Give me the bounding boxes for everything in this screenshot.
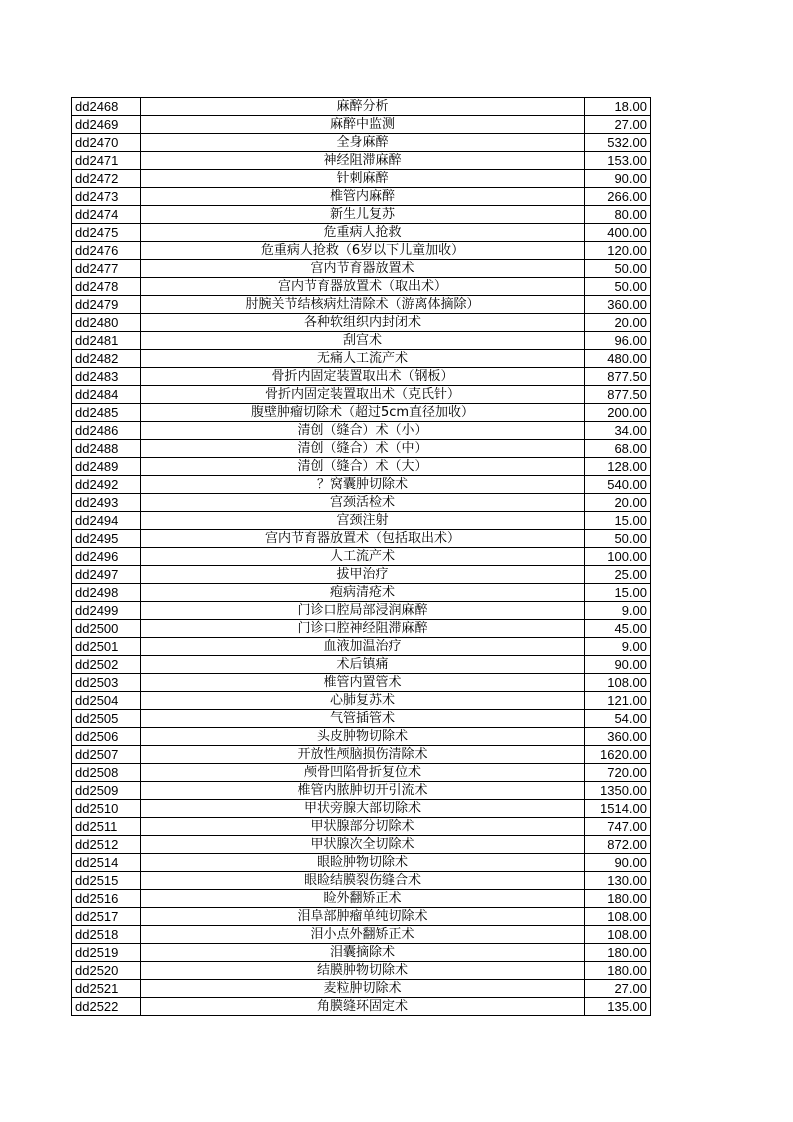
item-code-cell: dd2514 bbox=[72, 854, 141, 872]
item-name-cell: 骨折内固定装置取出术（钢板） bbox=[141, 368, 585, 386]
item-name-cell: 清创（缝合）术（中） bbox=[141, 440, 585, 458]
table-row bbox=[72, 98, 651, 116]
table-row bbox=[72, 962, 651, 980]
item-name-cell: 甲状腺次全切除术 bbox=[141, 836, 585, 854]
item-code-cell: dd2480 bbox=[72, 314, 141, 332]
item-code-cell: dd2519 bbox=[72, 944, 141, 962]
item-price-cell: 1350.00 bbox=[585, 782, 651, 800]
item-code-cell: dd2473 bbox=[72, 188, 141, 206]
item-price-cell: 108.00 bbox=[585, 674, 651, 692]
item-price-cell: 9.00 bbox=[585, 602, 651, 620]
table-row bbox=[72, 746, 651, 764]
item-code-cell: dd2507 bbox=[72, 746, 141, 764]
table-row bbox=[72, 314, 651, 332]
item-price-cell: 90.00 bbox=[585, 854, 651, 872]
table-row bbox=[72, 332, 651, 350]
item-code-cell: dd2515 bbox=[72, 872, 141, 890]
item-price-cell: 877.50 bbox=[585, 386, 651, 404]
table-row bbox=[72, 854, 651, 872]
item-name-cell: 泪小点外翻矫正术 bbox=[141, 926, 585, 944]
table-row bbox=[72, 170, 651, 188]
table-row bbox=[72, 548, 651, 566]
item-code-cell: dd2479 bbox=[72, 296, 141, 314]
item-name-cell: 泪阜部肿瘤单纯切除术 bbox=[141, 908, 585, 926]
item-name-cell: 宫内节育器放置术 bbox=[141, 260, 585, 278]
item-code-cell: dd2494 bbox=[72, 512, 141, 530]
item-price-cell: 90.00 bbox=[585, 656, 651, 674]
table-row bbox=[72, 998, 651, 1016]
item-code-cell: dd2483 bbox=[72, 368, 141, 386]
table-row bbox=[72, 710, 651, 728]
item-code-cell: dd2503 bbox=[72, 674, 141, 692]
item-code-cell: dd2500 bbox=[72, 620, 141, 638]
item-price-cell: 100.00 bbox=[585, 548, 651, 566]
item-price-cell: 266.00 bbox=[585, 188, 651, 206]
item-name-cell: 清创（缝合）术（大） bbox=[141, 458, 585, 476]
item-name-cell: 甲状旁腺大部切除术 bbox=[141, 800, 585, 818]
item-name-cell: 拔甲治疗 bbox=[141, 566, 585, 584]
item-name-cell: 宫内节育器放置术（包括取出术） bbox=[141, 530, 585, 548]
table-row bbox=[72, 638, 651, 656]
table-row bbox=[72, 818, 651, 836]
item-price-cell: 130.00 bbox=[585, 872, 651, 890]
item-price-cell: 400.00 bbox=[585, 224, 651, 242]
table-row bbox=[72, 764, 651, 782]
item-name-cell: 椎管内置管术 bbox=[141, 674, 585, 692]
item-name-cell: 泪囊摘除术 bbox=[141, 944, 585, 962]
table-row bbox=[72, 350, 651, 368]
item-price-cell: 27.00 bbox=[585, 980, 651, 998]
table-row bbox=[72, 620, 651, 638]
item-code-cell: dd2469 bbox=[72, 116, 141, 134]
item-price-cell: 747.00 bbox=[585, 818, 651, 836]
item-name-cell: 神经阻滞麻醉 bbox=[141, 152, 585, 170]
item-price-cell: 50.00 bbox=[585, 260, 651, 278]
item-code-cell: dd2475 bbox=[72, 224, 141, 242]
fee-table-body bbox=[72, 98, 651, 1016]
item-price-cell: 532.00 bbox=[585, 134, 651, 152]
item-code-cell: dd2522 bbox=[72, 998, 141, 1016]
table-row bbox=[72, 926, 651, 944]
item-price-cell: 96.00 bbox=[585, 332, 651, 350]
item-price-cell: 50.00 bbox=[585, 278, 651, 296]
item-name-cell: 头皮肿物切除术 bbox=[141, 728, 585, 746]
table-row bbox=[72, 530, 651, 548]
item-code-cell: dd2511 bbox=[72, 818, 141, 836]
table-row bbox=[72, 890, 651, 908]
table-row bbox=[72, 656, 651, 674]
item-code-cell: dd2484 bbox=[72, 386, 141, 404]
table-row bbox=[72, 224, 651, 242]
item-code-cell: dd2509 bbox=[72, 782, 141, 800]
item-name-cell: 宫颈活检术 bbox=[141, 494, 585, 512]
item-name-cell: 麻醉中监测 bbox=[141, 116, 585, 134]
item-code-cell: dd2516 bbox=[72, 890, 141, 908]
item-price-cell: 45.00 bbox=[585, 620, 651, 638]
item-price-cell: 180.00 bbox=[585, 890, 651, 908]
item-price-cell: 128.00 bbox=[585, 458, 651, 476]
item-price-cell: 120.00 bbox=[585, 242, 651, 260]
table-row bbox=[72, 980, 651, 998]
item-code-cell: dd2481 bbox=[72, 332, 141, 350]
item-name-cell: 腹壁肿瘤切除术（超过5cm直径加收） bbox=[141, 404, 585, 422]
table-row bbox=[72, 800, 651, 818]
item-code-cell: dd2477 bbox=[72, 260, 141, 278]
item-price-cell: 27.00 bbox=[585, 116, 651, 134]
item-code-cell: dd2521 bbox=[72, 980, 141, 998]
item-price-cell: 108.00 bbox=[585, 926, 651, 944]
item-name-cell: 眼睑结膜裂伤缝合术 bbox=[141, 872, 585, 890]
item-code-cell: dd2471 bbox=[72, 152, 141, 170]
table-row bbox=[72, 512, 651, 530]
item-price-cell: 877.50 bbox=[585, 368, 651, 386]
item-code-cell: dd2518 bbox=[72, 926, 141, 944]
table-row bbox=[72, 188, 651, 206]
item-name-cell: 结膜肿物切除术 bbox=[141, 962, 585, 980]
table-row bbox=[72, 476, 651, 494]
item-price-cell: 25.00 bbox=[585, 566, 651, 584]
table-row bbox=[72, 692, 651, 710]
table-row bbox=[72, 782, 651, 800]
item-price-cell: 34.00 bbox=[585, 422, 651, 440]
item-price-cell: 360.00 bbox=[585, 728, 651, 746]
item-name-cell: 骨折内固定装置取出术（克氏针） bbox=[141, 386, 585, 404]
item-price-cell: 50.00 bbox=[585, 530, 651, 548]
item-name-cell: 颅骨凹陷骨折复位术 bbox=[141, 764, 585, 782]
item-code-cell: dd2489 bbox=[72, 458, 141, 476]
item-code-cell: dd2512 bbox=[72, 836, 141, 854]
table-row bbox=[72, 422, 651, 440]
table-row bbox=[72, 728, 651, 746]
table-row bbox=[72, 584, 651, 602]
table-row bbox=[72, 440, 651, 458]
item-name-cell: 全身麻醉 bbox=[141, 134, 585, 152]
item-name-cell: 术后镇痛 bbox=[141, 656, 585, 674]
item-name-cell: 肘腕关节结核病灶清除术（游离体摘除） bbox=[141, 296, 585, 314]
item-name-cell: 麻醉分析 bbox=[141, 98, 585, 116]
item-code-cell: dd2499 bbox=[72, 602, 141, 620]
item-price-cell: 135.00 bbox=[585, 998, 651, 1016]
item-name-cell: 气管插管术 bbox=[141, 710, 585, 728]
item-name-cell: 清创（缝合）术（小） bbox=[141, 422, 585, 440]
item-code-cell: dd2508 bbox=[72, 764, 141, 782]
item-code-cell: dd2505 bbox=[72, 710, 141, 728]
item-price-cell: 720.00 bbox=[585, 764, 651, 782]
item-name-cell: 人工流产术 bbox=[141, 548, 585, 566]
item-code-cell: dd2517 bbox=[72, 908, 141, 926]
item-name-cell: 眼睑肿物切除术 bbox=[141, 854, 585, 872]
item-name-cell: 血液加温治疗 bbox=[141, 638, 585, 656]
item-name-cell: 门诊口腔局部浸润麻醉 bbox=[141, 602, 585, 620]
table-row bbox=[72, 152, 651, 170]
item-code-cell: dd2502 bbox=[72, 656, 141, 674]
item-name-cell: 宫内节育器放置术（取出术） bbox=[141, 278, 585, 296]
item-price-cell: 540.00 bbox=[585, 476, 651, 494]
table-row bbox=[72, 944, 651, 962]
table-row bbox=[72, 116, 651, 134]
item-code-cell: dd2506 bbox=[72, 728, 141, 746]
item-name-cell: 新生儿复苏 bbox=[141, 206, 585, 224]
item-name-cell: 心肺复苏术 bbox=[141, 692, 585, 710]
item-name-cell: 针刺麻醉 bbox=[141, 170, 585, 188]
table-row bbox=[72, 260, 651, 278]
item-code-cell: dd2486 bbox=[72, 422, 141, 440]
item-name-cell: 危重病人抢救 bbox=[141, 224, 585, 242]
item-code-cell: dd2493 bbox=[72, 494, 141, 512]
item-code-cell: dd2488 bbox=[72, 440, 141, 458]
item-code-cell: dd2482 bbox=[72, 350, 141, 368]
item-price-cell: 68.00 bbox=[585, 440, 651, 458]
item-price-cell: 200.00 bbox=[585, 404, 651, 422]
item-price-cell: 9.00 bbox=[585, 638, 651, 656]
item-price-cell: 1514.00 bbox=[585, 800, 651, 818]
item-name-cell: 甲状腺部分切除术 bbox=[141, 818, 585, 836]
item-name-cell: 各种软组织内封闭术 bbox=[141, 314, 585, 332]
table-row bbox=[72, 296, 651, 314]
item-price-cell: 153.00 bbox=[585, 152, 651, 170]
item-price-cell: 20.00 bbox=[585, 494, 651, 512]
item-code-cell: dd2476 bbox=[72, 242, 141, 260]
item-price-cell: 121.00 bbox=[585, 692, 651, 710]
item-price-cell: 872.00 bbox=[585, 836, 651, 854]
item-price-cell: 18.00 bbox=[585, 98, 651, 116]
item-code-cell: dd2501 bbox=[72, 638, 141, 656]
item-price-cell: 15.00 bbox=[585, 512, 651, 530]
item-price-cell: 80.00 bbox=[585, 206, 651, 224]
item-name-cell: 宫颈注射 bbox=[141, 512, 585, 530]
item-code-cell: dd2492 bbox=[72, 476, 141, 494]
item-name-cell: ？窝囊肿切除术 bbox=[141, 476, 585, 494]
table-row bbox=[72, 872, 651, 890]
item-code-cell: dd2474 bbox=[72, 206, 141, 224]
item-price-cell: 54.00 bbox=[585, 710, 651, 728]
item-code-cell: dd2510 bbox=[72, 800, 141, 818]
item-code-cell: dd2495 bbox=[72, 530, 141, 548]
item-price-cell: 180.00 bbox=[585, 944, 651, 962]
table-row bbox=[72, 368, 651, 386]
item-name-cell: 危重病人抢救（6岁以下儿童加收） bbox=[141, 242, 585, 260]
item-name-cell: 椎管内麻醉 bbox=[141, 188, 585, 206]
table-row bbox=[72, 494, 651, 512]
item-price-cell: 90.00 bbox=[585, 170, 651, 188]
item-name-cell: 无痛人工流产术 bbox=[141, 350, 585, 368]
item-name-cell: 角膜缝环固定术 bbox=[141, 998, 585, 1016]
item-price-cell: 180.00 bbox=[585, 962, 651, 980]
item-code-cell: dd2470 bbox=[72, 134, 141, 152]
table-row bbox=[72, 278, 651, 296]
item-price-cell: 1620.00 bbox=[585, 746, 651, 764]
item-name-cell: 开放性颅脑损伤清除术 bbox=[141, 746, 585, 764]
table-row bbox=[72, 206, 651, 224]
table-row bbox=[72, 908, 651, 926]
item-price-cell: 360.00 bbox=[585, 296, 651, 314]
table-row bbox=[72, 386, 651, 404]
item-code-cell: dd2520 bbox=[72, 962, 141, 980]
item-name-cell: 睑外翻矫正术 bbox=[141, 890, 585, 908]
item-price-cell: 15.00 bbox=[585, 584, 651, 602]
item-code-cell: dd2498 bbox=[72, 584, 141, 602]
table-row bbox=[72, 836, 651, 854]
item-price-cell: 20.00 bbox=[585, 314, 651, 332]
item-code-cell: dd2478 bbox=[72, 278, 141, 296]
table-row bbox=[72, 674, 651, 692]
item-code-cell: dd2468 bbox=[72, 98, 141, 116]
item-code-cell: dd2485 bbox=[72, 404, 141, 422]
item-code-cell: dd2496 bbox=[72, 548, 141, 566]
table-row bbox=[72, 458, 651, 476]
item-name-cell: 门诊口腔神经阻滞麻醉 bbox=[141, 620, 585, 638]
table-row bbox=[72, 134, 651, 152]
table-row bbox=[72, 602, 651, 620]
item-name-cell: 麦粒肿切除术 bbox=[141, 980, 585, 998]
item-code-cell: dd2504 bbox=[72, 692, 141, 710]
fee-table bbox=[71, 97, 651, 1016]
table-row bbox=[72, 404, 651, 422]
item-name-cell: 疱病清疮术 bbox=[141, 584, 585, 602]
table-row bbox=[72, 566, 651, 584]
table-row bbox=[72, 242, 651, 260]
item-price-cell: 480.00 bbox=[585, 350, 651, 368]
item-name-cell: 椎管内脓肿切开引流术 bbox=[141, 782, 585, 800]
item-price-cell: 108.00 bbox=[585, 908, 651, 926]
item-code-cell: dd2497 bbox=[72, 566, 141, 584]
item-code-cell: dd2472 bbox=[72, 170, 141, 188]
item-name-cell: 刮宫术 bbox=[141, 332, 585, 350]
